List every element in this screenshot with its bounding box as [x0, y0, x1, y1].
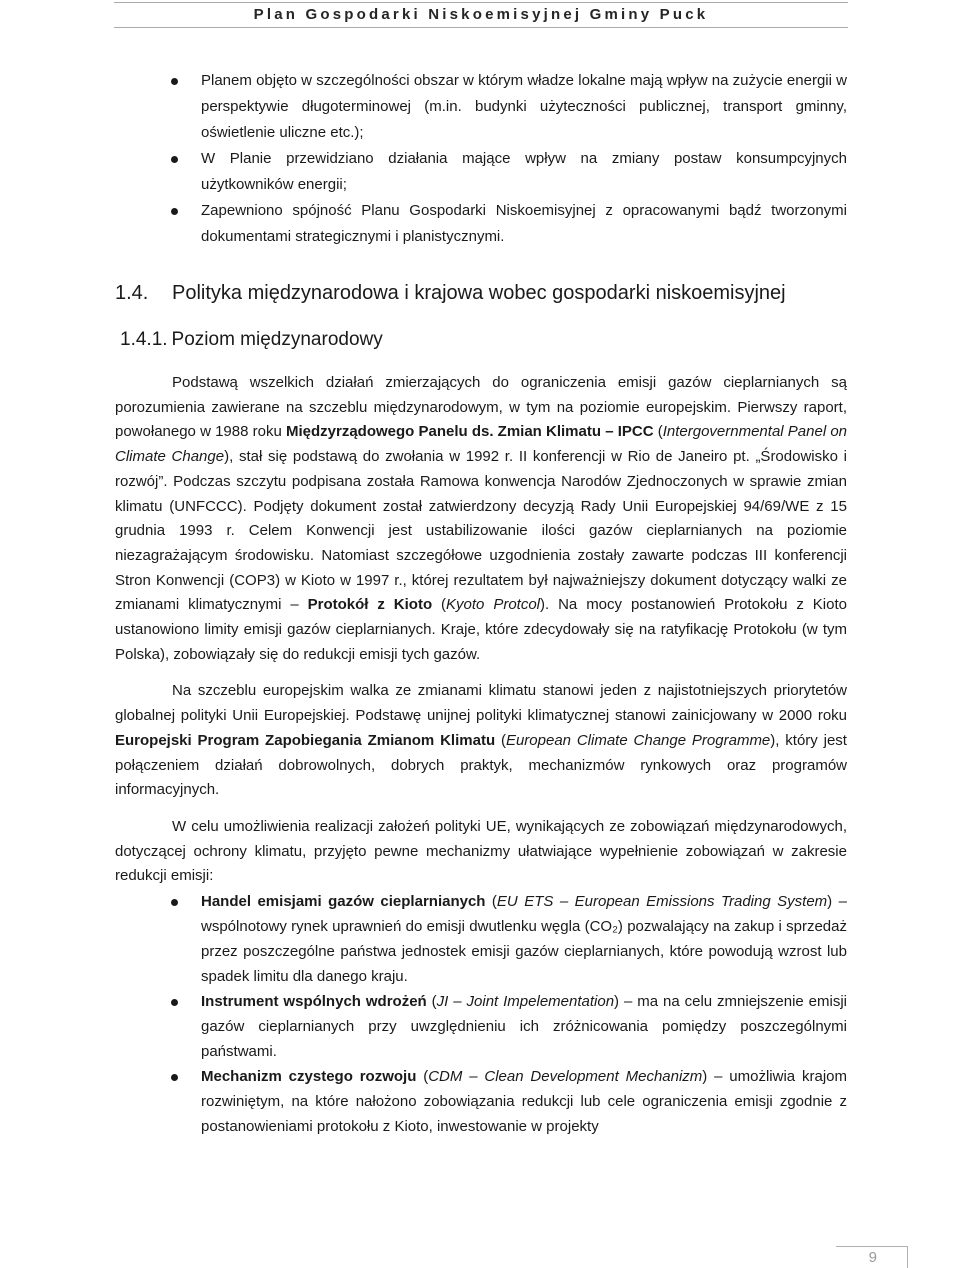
intro-bullet: Zapewniono spójność Planu Gospodarki Niskoemisyjnej z opracowanymi bądź tworzonymi dokumentami strategicznymi i planistycznymi.	[115, 198, 847, 250]
ipcc-english-name: Intergovernmental Panel on Climate Change	[115, 423, 848, 466]
subsection-number: 1.4.1.	[120, 329, 168, 350]
eccp-english-name: European Climate Change Programme	[505, 731, 771, 749]
kyoto-protocol-name: Protokół z Kioto	[307, 596, 433, 614]
mechanism-item: Instrument wspólnych wdrożeń (JI – Joint Impelementation) – ma na celu zmniejszenie emisji gazów cieplarnianych przy uwzględnieniu ich zróżnicowania pomiędzy poszczególnymi państwami.	[115, 989, 847, 1064]
kyoto-protocol-english: Kyoto Protcol	[446, 596, 541, 614]
eccp-name: Europejski Program Zapobiegania Zmianom Klimatu	[115, 731, 496, 749]
header-bottom-rule	[114, 27, 848, 28]
section-number: 1.4.	[115, 282, 149, 304]
section-title: Polityka międzynarodowa i krajowa wobec gospodarki niskoemisyjnej	[172, 282, 786, 304]
subsection-title: Poziom międzynarodowy	[171, 329, 383, 350]
mechanism-item: Handel emisjami gazów cieplarnianych (EU ETS – European Emissions Trading System) – wspólnotowy rynek uprawnień do emisji dwutlenku węgla (CO₂) pozwalający na zakup i sprzedaż przez poszczególne państwa jednostek emisji gazów cieplarnianych, które powodują wzrost lub spadek limitu dla danego kraju.	[115, 889, 847, 989]
mechanism-item: Mechanizm czystego rozwoju (CDM – Clean Development Mechanizm) – umożliwia krajom rozwiniętym, na które nałożono zobowiązania redukcji lub cele ograniczenia emisji zgodnie z postanowieniami protokołu z Kioto, inwestowanie w projekty	[115, 1064, 847, 1139]
intro-bullet: W Planie przewidziano działania mające wpływ na zmiany postaw konsumpcyjnych użytkowników energii;	[115, 146, 847, 198]
page-number-box	[836, 1246, 908, 1268]
intro-bullet-list	[115, 68, 847, 250]
page-content	[115, 68, 847, 1139]
header-title: Plan Gospodarki Niskoemisyjnej Gminy Puck	[253, 6, 709, 23]
subsection-heading	[120, 327, 847, 353]
page-number: 9	[868, 1249, 877, 1266]
paragraph-international: Podstawą wszelkich działań zmierzających do ograniczenia emisji gazów cieplarnianych są porozumienia zawierane na szczeblu międzynarodowym, w tym na poziomie europejskim. Pierwszy raport, powołanego w 1988 roku Międzyrządowego Panelu ds. Zmian Klimatu – IPCC (Intergovernmental Panel on Climate Change), stał się podstawą do zwołania w 1992 r. II konferencji w Rio de Janeiro pt. „Środowisko i rozwój”. Podczas szczytu podpisana została Ramowa konwencja Narodów Zjednoczonych w sprawie zmian klimatu (UNFCCC). Podjęty dokument został zatwierdzony decyzją Rady Unii Europejskiej 94/69/WE z 15 grudnia 1993 r. Celem Konwencji jest ustabilizowanie ilości gazów cieplarnianych na poziomie niezagrażającym środowisku. Natomiast szczegółowe uzgodnienia zostały zawarte podczas III konferencji Stron Konwencji (COP3) w Kioto w 1997 r., której rezultatem był najważniejszy dokument dotyczący walki ze zmianami klimatycznymi – Protokół z Kioto (Kyoto Protcol). Na mocy postanowień Protokołu z Kioto ustanowiono limity emisji gazów cieplarnianych. Kraje, które zdecydowały się na ratyfikację Protokołu (w tym Polska), zobowiązały się do redukcji emisji tych gazów.	[115, 374, 848, 663]
mechanisms-list	[115, 889, 847, 1139]
header-top-rule	[114, 2, 848, 3]
ipcc-name: Międzyrządowego Panelu ds. Zmian Klimatu – IPCC	[285, 423, 654, 441]
section-heading	[115, 279, 847, 307]
page-header	[114, 0, 848, 28]
paragraph-european: Na szczeblu europejskim walka ze zmianami klimatu stanowi jeden z najistotniejszych priorytetów globalnej polityki Unii Europejskiej. Podstawę unijnej polityki klimatycznej stanowi zainicjowany w 2000 roku Europejski Program Zapobiegania Zmianom Klimatu (European Climate Change Programme), który jest połączeniem działań dobrowolnych, dobrych praktyk, mechanizmów rynkowych oraz programów informacyjnych.	[115, 682, 847, 799]
paragraph-mechanisms-intro: W celu umożliwienia realizacji założeń polityki UE, wynikających ze zobowiązań międzynarodowych, dotyczącej ochrony klimatu, przyjęto pewne mechanizmy ułatwiające wypełnienie zobowiązań w zakresie redukcji emisji:	[115, 817, 847, 885]
intro-bullet: Planem objęto w szczególności obszar w którym władze lokalne mają wpływ na zużycie energii w perspektywie długoterminowej (m.in. budynki użyteczności publicznej, transport gminny, oświetlenie uliczne etc.);	[115, 68, 847, 146]
